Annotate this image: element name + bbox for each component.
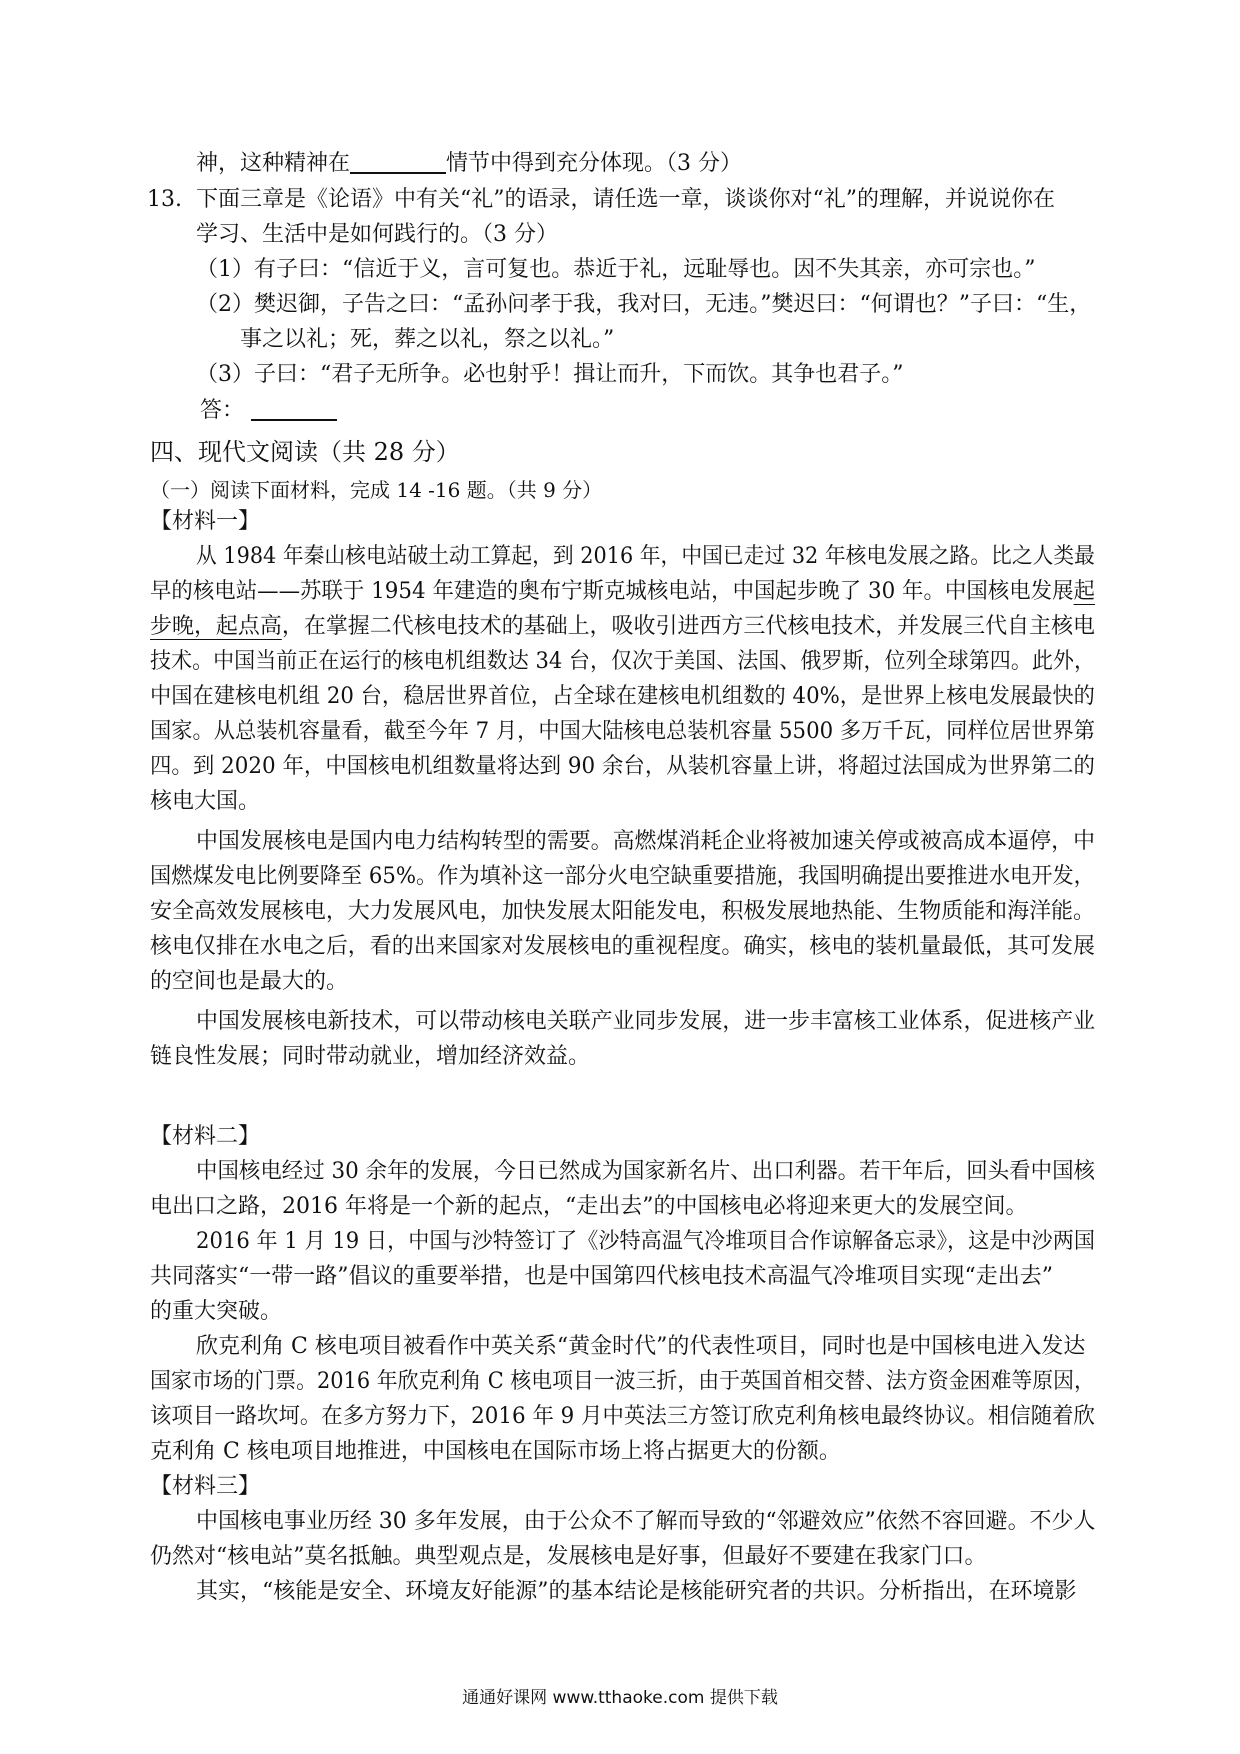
q13-option-3: （3）子曰：“君子无所争。必也射乎！揖让而升，下而饮。其争也君子。” — [196, 362, 904, 387]
m1-line-2-text: 早的核电站——苏联于 1954 年建造的奥布宁斯克城核电站，中国起步晚了 30 年。中国核电发展 — [150, 579, 1074, 604]
m2-p2-line-2: 共同落实“一带一路”倡议的重要举措，也是中国第四代核电技术高温气冷堆项目实现“走出去” — [150, 1264, 1053, 1289]
m1-line-1: 从 1984 年秦山核电站破土动工算起，到 2016 年，中国已走过 32 年核电发展之路。比之人类最 — [196, 544, 1095, 569]
m3-p2-line-1: 其实，“核能是安全、环境友好能源”的基本结论是核能研究者的共识。分析指出，在环境影 — [196, 1579, 1077, 1604]
m2-p3-line-3: 该项目一路坎坷。在多方努力下，2016 年 9 月中英法三方签订欣克利角核电最终协议。相信随着欣 — [150, 1404, 1095, 1429]
material-1-label: 【材料一】 — [150, 509, 261, 534]
m2-p3-line-4: 克利角 C 核电项目地推进，中国核电在国际市场上将占据更大的份额。 — [150, 1439, 841, 1464]
m1-p2-line-5: 的空间也是最大的。 — [150, 969, 349, 994]
q12-tail — [196, 148, 742, 180]
q13-answer — [200, 395, 337, 427]
m1-p3-line-2: 链良性发展；同时带动就业，增加经济效益。 — [150, 1044, 591, 1069]
m2-p1-line-1: 中国核电经过 30 余年的发展，今日已然成为国家新名片、出口利器。若干年后，回头看中国核 — [196, 1159, 1095, 1184]
q13-stem-line2: 学习、生活中是如何践行的。（3 分） — [196, 222, 558, 247]
m1-p2-line-3: 安全高效发展核电，大力发展风电，加快发展太阳能发电，积极发展地热能、生物质能和海洋能。 — [150, 899, 1096, 924]
m3-p1-line-1: 中国核电事业历经 30 多年发展，由于公众不了解而导致的“邻避效应”依然不容回避。不少人 — [196, 1509, 1096, 1534]
m1-line-7: 四。到 2020 年，中国核电机组数量将达到 90 余台，从装机容量上讲，将超过法国成为世界第二的 — [150, 754, 1095, 779]
m2-p3-line-1: 欣克利角 C 核电项目被看作中英关系“黄金时代”的代表性项目，同时也是中国核电进入发达 — [196, 1334, 1086, 1359]
q13-number: 13. — [147, 187, 182, 212]
m2-p1-line-2: 电出口之路，2016 年将是一个新的起点，“走出去”的中国核电必将迎来更大的发展空间。 — [150, 1194, 1028, 1219]
section-4-instruction: （一）阅读下面材料，完成 14 -16 题。（共 9 分） — [150, 478, 603, 502]
q13-option-2-line2: 事之以礼；死，葬之以礼，祭之以礼。” — [240, 327, 615, 352]
m1-line-3-text: ，在掌握二代核电技术的基础上，吸收引进西方三代核电技术，并发展三代自主核电 — [281, 614, 1096, 639]
m1-line-3 — [150, 611, 1095, 643]
m1-p2-line-4: 核电仅排在水电之后，看的出来国家对发展核电的重视程度。确实，核电的装机量最低，其可发展 — [150, 934, 1096, 959]
m1-underlined-phrase: 步晚，起点高 — [150, 614, 282, 639]
m1-line-2 — [150, 576, 1095, 608]
q13-stem-line1: 下面三章是《论语》中有关“礼”的语录，请任选一章，谈谈你对“礼”的理解，并说说你在 — [196, 187, 1055, 212]
q13-answer-blank[interactable] — [251, 395, 337, 421]
m2-p2-line-1: 2016 年 1 月 19 日，中国与沙特签订了《沙特高温气冷堆项目合作谅解备忘录》，这是中沙两国 — [196, 1229, 1095, 1254]
m3-p1-line-2: 仍然对“核电站”莫名抵触。典型观点是，发展核电是好事，但最好不要建在我家门口。 — [150, 1544, 987, 1569]
m2-p2-line-3: 的重大突破。 — [150, 1299, 283, 1324]
q13-option-2-line1: （2）樊迟御，子告之曰：“孟孙问孝于我，我对曰，无违。”樊迟曰：“何谓也？”子曰：“生， — [196, 292, 1092, 317]
m1-p2-line-1: 中国发展核电是国内电力结构转型的需要。高燃煤消耗企业将被加速关停或被高成本逼停，中 — [196, 829, 1096, 854]
material-3-label: 【材料三】 — [150, 1474, 261, 1499]
m1-underlined-start: 起 — [1073, 579, 1095, 604]
m2-p3-line-2: 国家市场的门票。2016 年欣克利角 C 核电项目一波三折，由于英国首相交替、法方资金困难等原因， — [150, 1369, 1095, 1394]
material-2-label: 【材料二】 — [150, 1124, 261, 1149]
m1-p2-line-2: 国燃煤发电比例要降至 65%。作为填补这一部分火电空缺重要措施，我国明确提出要推进水电开发， — [150, 864, 1095, 889]
m1-line-4: 技术。中国当前正在运行的核电机组数达 34 台，仅次于美国、法国、俄罗斯，位列全球第四。此外， — [150, 649, 1095, 674]
m1-line-6: 国家。从总装机容量看，截至今年 7 月，中国大陆核电总装机容量 5500 多万千瓦，同样位居世界第 — [150, 719, 1095, 744]
m1-line-8: 核电大国。 — [150, 789, 261, 814]
q13-answer-label: 答： — [200, 398, 245, 423]
q12-answer-blank[interactable] — [350, 148, 446, 174]
m1-line-5: 中国在建核电机组 20 台，稳居世界首位，占全球在建核电机组数的 40%，是世界上核电发展最快的 — [150, 684, 1095, 709]
m1-p3-line-1: 中国发展核电新技术，可以带动核电关联产业同步发展，进一步丰富核工业体系，促进核产业 — [196, 1009, 1096, 1034]
page-footer: 通通好课网 www.tthaoke.com 提供下载 — [462, 1688, 778, 1708]
q12-text-after: 情节中得到充分体现。（3 分） — [446, 151, 743, 176]
q13-option-1: （1）有子曰：“信近于义，言可复也。恭近于礼，远耻辱也。因不失其亲，亦可宗也。” — [196, 257, 1036, 282]
section-4-title: 四、现代文阅读（共 28 分） — [150, 438, 460, 466]
q12-text-before: 神，这种精神在 — [196, 151, 351, 176]
